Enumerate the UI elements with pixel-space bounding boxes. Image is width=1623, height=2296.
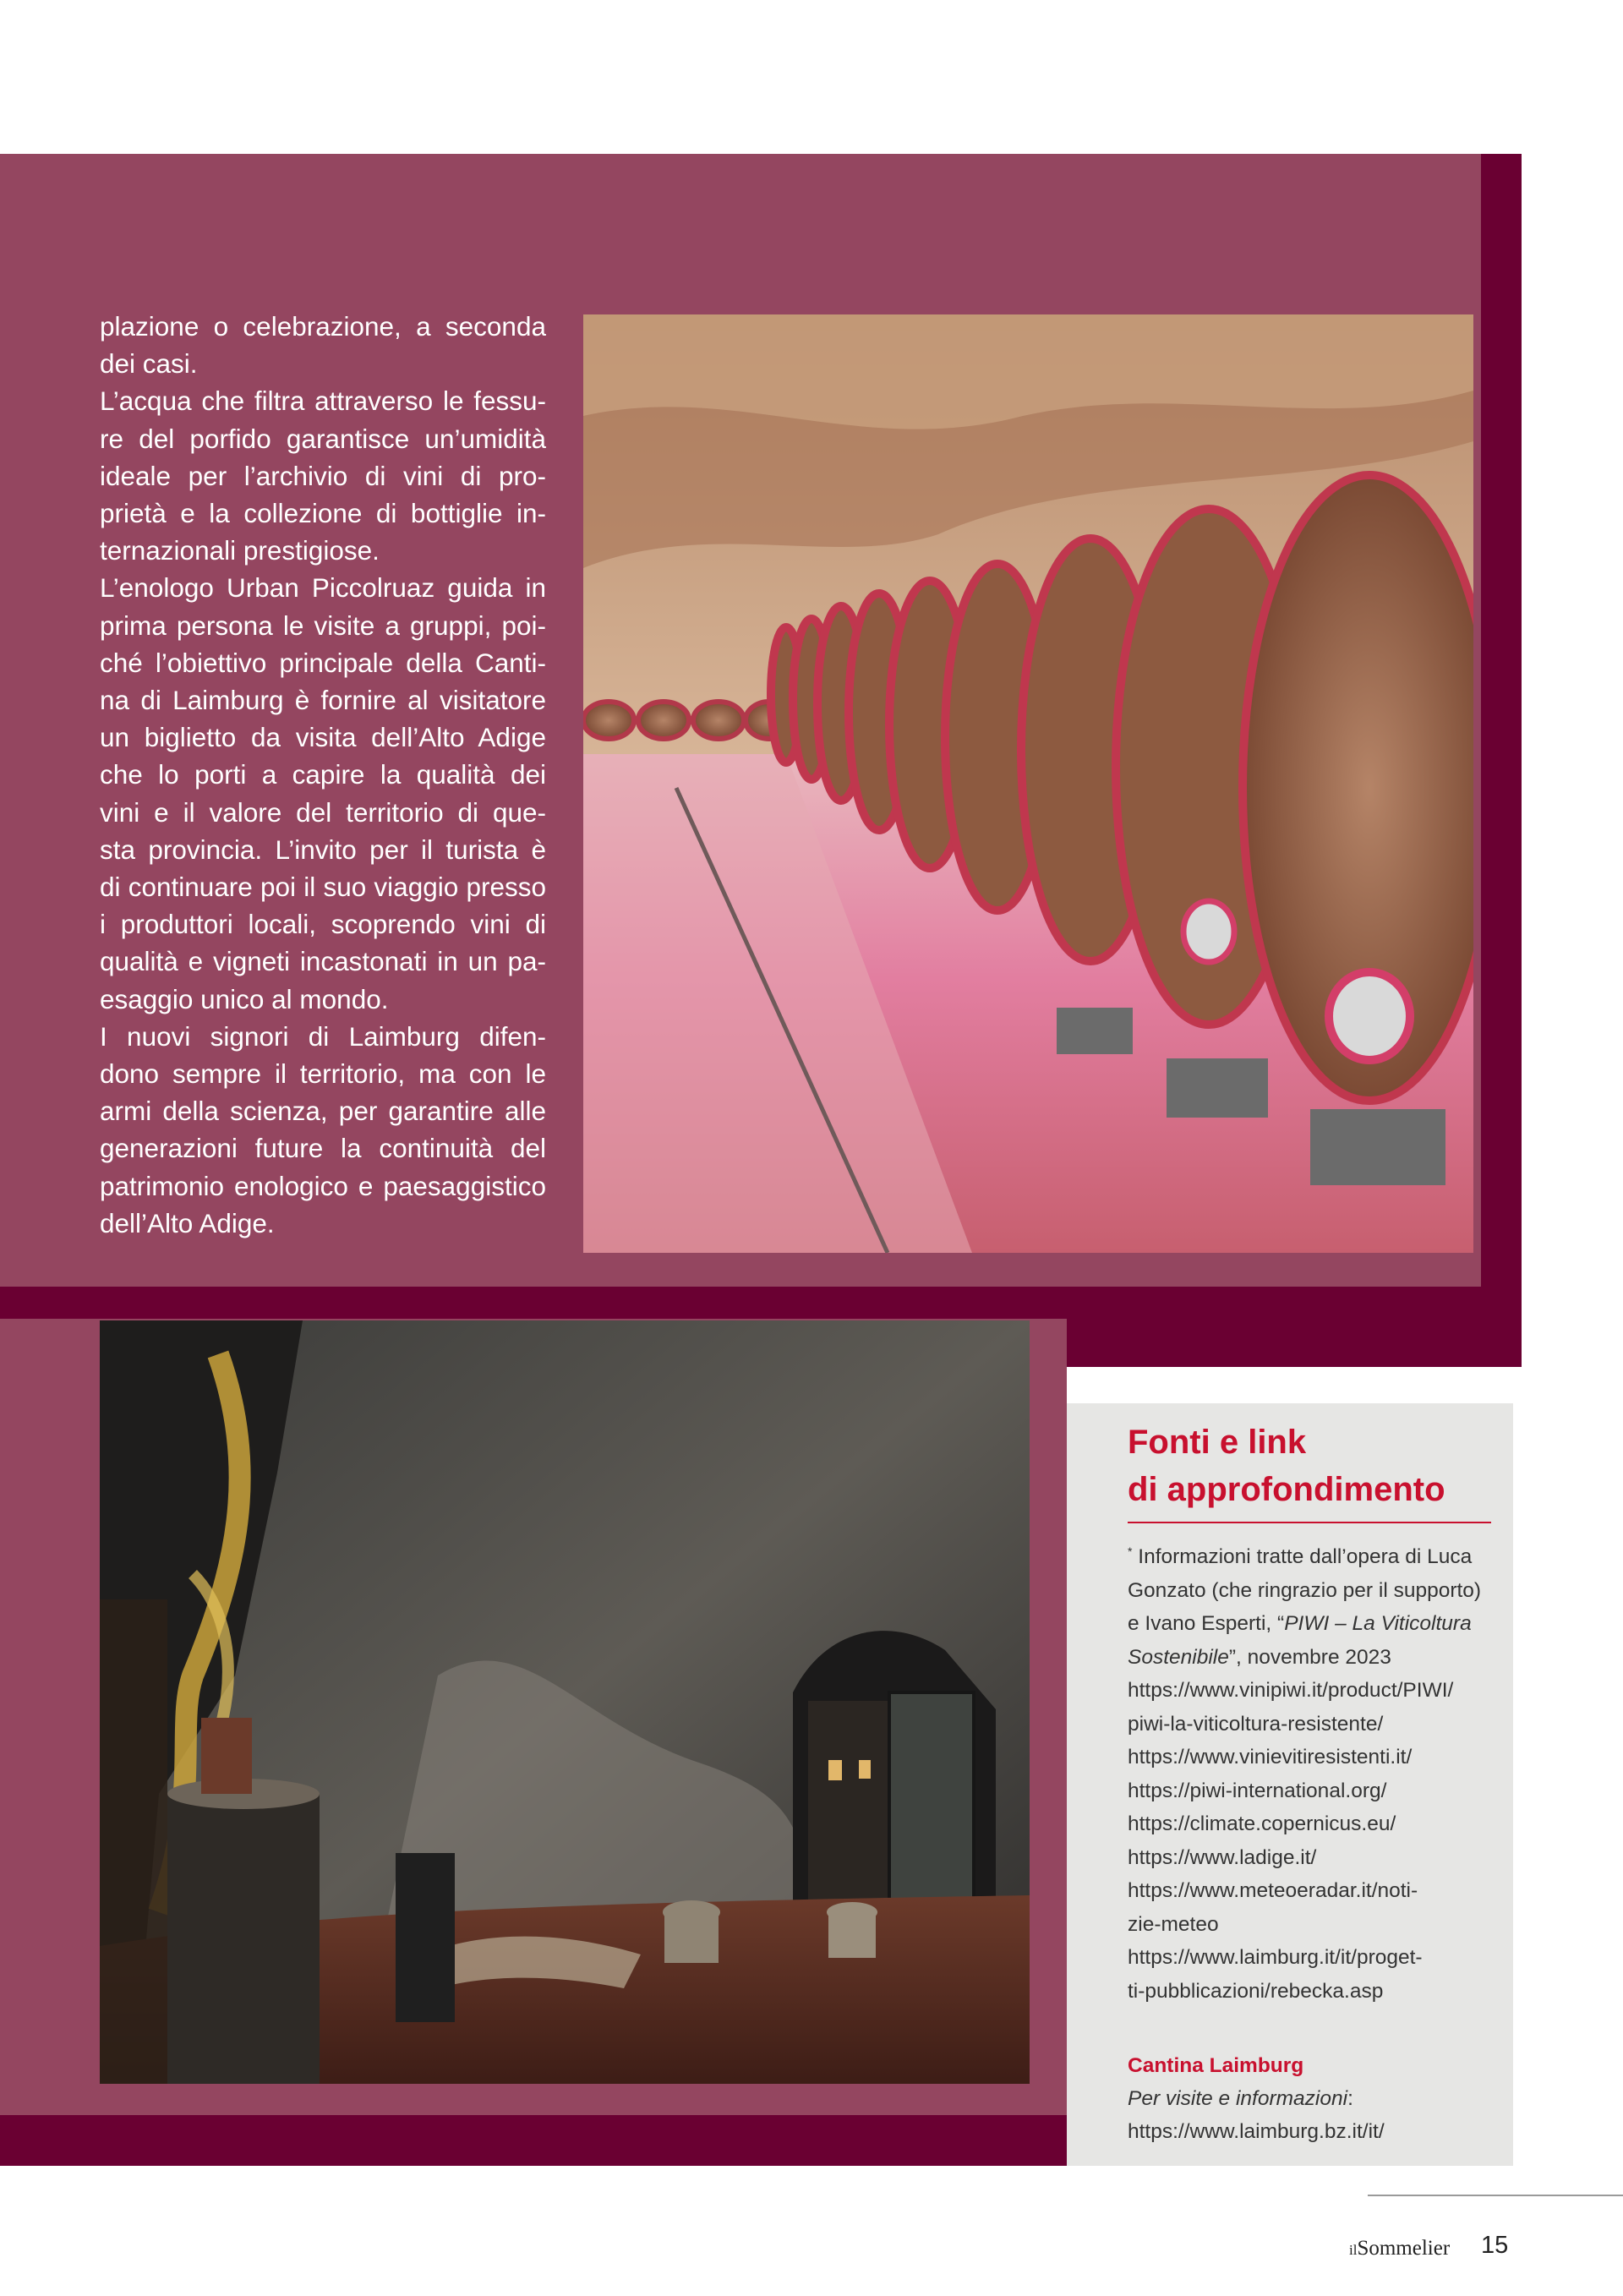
sources-title-line2: di approfondimento [1128, 1471, 1445, 1508]
source-link[interactable]: https://www.vinievitiresistenti.it/ [1128, 1746, 1413, 1768]
source-link[interactable]: zie-meteo [1128, 1912, 1219, 1936]
article-line: prietà e la collezione di bottiglie in- [100, 498, 546, 529]
cantina-subtitle [1128, 2082, 1353, 2115]
article-line: un biglietto da visita dell’Alto Adige [100, 722, 546, 753]
cantina-subtitle-text: Per visite e informazioni [1128, 2087, 1348, 2110]
article-line: esaggio unico al mondo. [100, 983, 389, 1014]
book-title: PIWI – La Viticoltura [1284, 1612, 1472, 1635]
article-body [100, 308, 546, 1242]
article-line: patrimonio enologico e paesaggistico [100, 1170, 546, 1201]
source-link[interactable]: https://www.laimburg.it/it/proget- [1128, 1946, 1423, 1969]
article-line: plazione o celebrazione, a seconda [100, 311, 546, 342]
article-line: sta provincia. L’invito per il turista è [100, 834, 546, 865]
article-line: I nuovi signori di Laimburg difen- [100, 1020, 546, 1052]
source-link[interactable]: ti-pubblicazioni/rebecka.asp [1128, 1979, 1384, 2003]
article-line: prima persona le visite a gruppi, poi- [100, 610, 546, 641]
panel-right-border [1481, 154, 1522, 1367]
article-line: che lo porti a capire la qualità dei [100, 759, 546, 790]
article-line: re del porfido garantisce un’umidità [100, 423, 546, 454]
reference-text: ”, novembre 2023 [1228, 1645, 1391, 1669]
reference-line [1128, 1607, 1500, 1641]
reference-line: Gonzato (che ringrazio per il supporto) [1128, 1578, 1482, 1602]
cantina-link[interactable]: https://www.laimburg.bz.it/it/ [1128, 2120, 1385, 2143]
article-line: vini e il valore del territorio di que- [100, 796, 546, 828]
reference-line [1128, 1540, 1500, 1574]
panel-bottom-band [0, 2115, 1067, 2166]
brand-name: Sommelier [1357, 2237, 1451, 2260]
article-line: di continuare poi il suo viaggio presso [100, 872, 546, 903]
article-line: L’acqua che filtra attraverso le fessu- [100, 385, 546, 417]
source-link[interactable]: https://www.meteoeradar.it/noti- [1128, 1879, 1418, 1902]
reference-text: e Ivano Esperti, “ [1128, 1612, 1285, 1635]
article-line: L’enologo Urban Piccolruaz guida in [100, 572, 546, 604]
cave-entrance-photo [100, 1320, 1030, 2084]
article-line: ché l’obiettivo principale della Canti- [100, 647, 546, 678]
article-line: na di Laimburg è fornire al visitatore [100, 685, 546, 716]
article-line: ideale per l’archivio di vini di pro- [100, 460, 546, 491]
article-line: i produttori locali, scoprendo vini di [100, 909, 546, 940]
sources-list [1128, 1540, 1500, 2008]
source-link[interactable]: piwi-la-viticoltura-resistente/ [1128, 1712, 1384, 1736]
magazine-brand [1349, 2237, 1450, 2260]
article-line: dei casi. [100, 348, 198, 380]
book-title: Sostenibile [1128, 1645, 1229, 1669]
article-line: dell’Alto Adige. [100, 1207, 275, 1238]
source-link[interactable]: https://climate.copernicus.eu/ [1128, 1812, 1396, 1835]
reference-text: Informazioni tratte dall’opera di Luca [1138, 1545, 1473, 1568]
article-line: generazioni future la continuità del [100, 1133, 546, 1164]
article-line: qualità e vigneti incastonati in un pa- [100, 946, 546, 977]
sources-title-line1: Fonti e link [1128, 1424, 1307, 1461]
footnote-mark: * [1128, 1544, 1133, 1558]
sources-title [1128, 1419, 1491, 1513]
article-line: ternazionali prestigiose. [100, 535, 380, 566]
cantina-colon: : [1347, 2087, 1353, 2110]
source-link[interactable]: https://www.ladige.it/ [1128, 1845, 1317, 1869]
article-line: armi della scienza, per garantire alle [100, 1096, 546, 1127]
page-number: 15 [1481, 2232, 1509, 2259]
source-link[interactable]: https://www.vinipiwi.it/product/PIWI/ [1128, 1679, 1454, 1702]
footer-rule [1368, 2195, 1623, 2196]
sources-divider [1128, 1522, 1491, 1523]
brand-prefix: il [1349, 2242, 1358, 2258]
cantina-name: Cantina Laimburg [1128, 2054, 1304, 2077]
reference-line [1128, 1641, 1500, 1675]
barrel-cellar-photo [583, 314, 1473, 1253]
sources-box [1067, 1403, 1513, 2166]
article-line: dono sempre il territorio, ma con le [100, 1058, 546, 1090]
source-link[interactable]: https://piwi-international.org/ [1128, 1779, 1387, 1802]
